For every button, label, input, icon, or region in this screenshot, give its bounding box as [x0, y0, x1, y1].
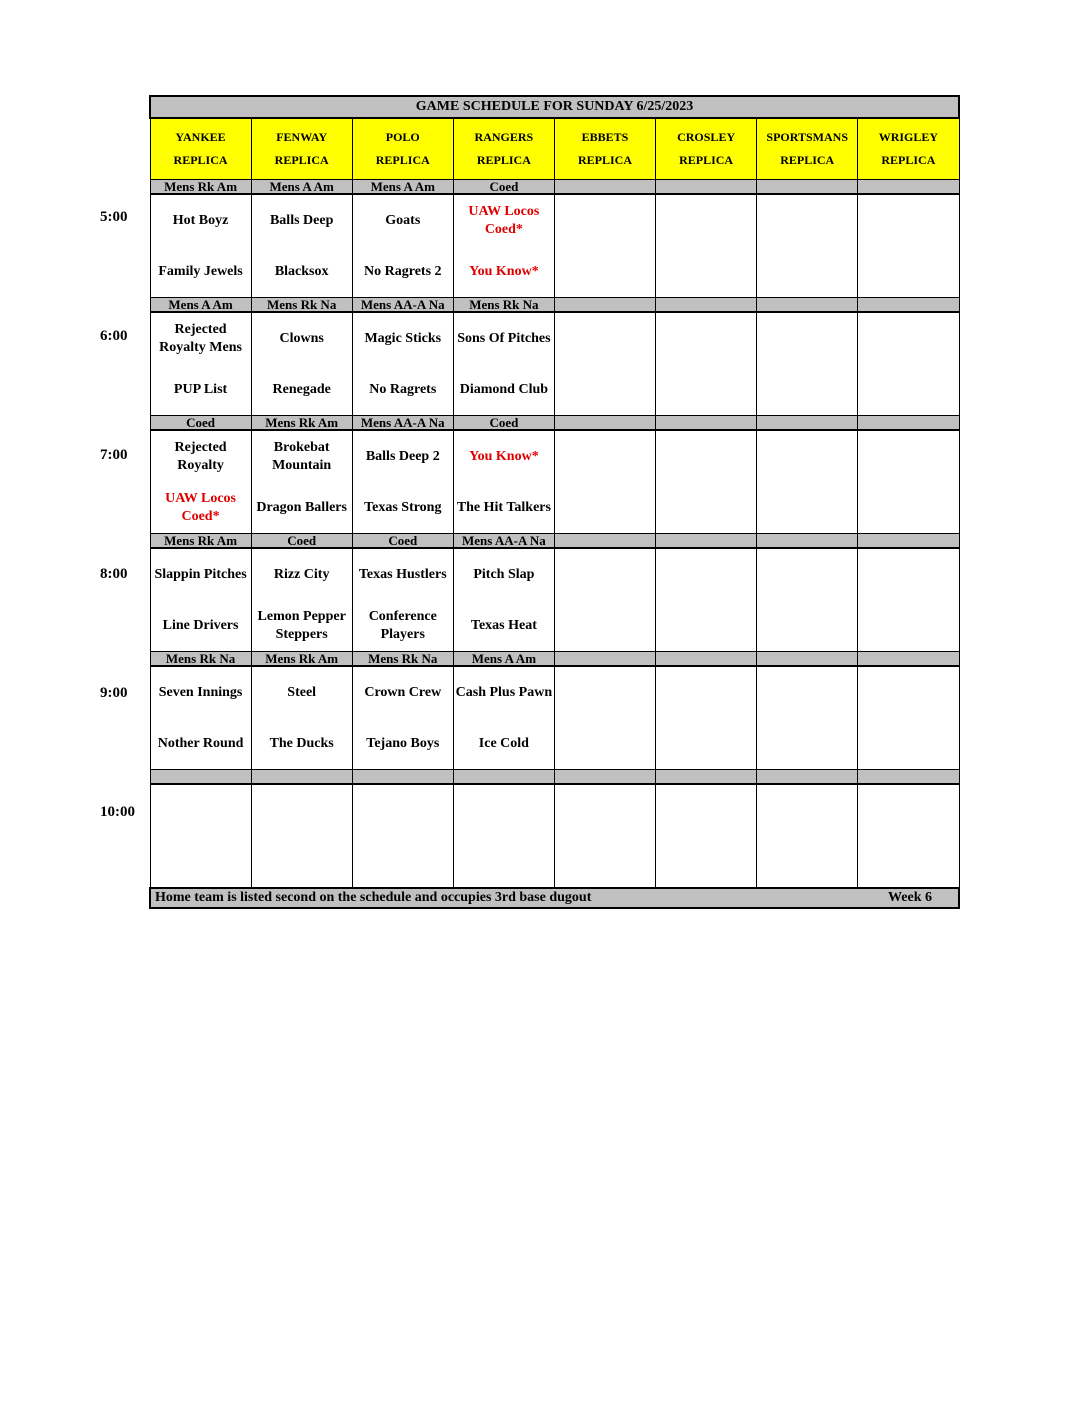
division-row [150, 416, 959, 431]
away-team-cell [554, 784, 655, 836]
away-team-cell: Sons Of Pitches [453, 312, 554, 364]
division-row [150, 534, 959, 549]
time-label: 9:00 [100, 685, 128, 701]
away-team-cell [656, 430, 757, 482]
division-row [150, 652, 959, 667]
away-team-cell: Slappin Pitches [150, 548, 251, 600]
home-team-cell: Blacksox [251, 246, 352, 298]
division-cell [757, 652, 858, 667]
division-cell [757, 416, 858, 431]
division-cell [656, 652, 757, 667]
away-team-cell: Rizz City [251, 548, 352, 600]
footer-cell [150, 888, 959, 908]
home-team-cell [656, 836, 757, 888]
division-row [150, 298, 959, 313]
division-cell [554, 298, 655, 313]
field-type: REPLICA [476, 153, 531, 167]
away-team-cell [757, 312, 858, 364]
home-team-cell: Texas Heat [453, 600, 554, 652]
field-type: REPLICA [679, 153, 734, 167]
away-team-cell: Steel [251, 666, 352, 718]
away-team-cell [453, 784, 554, 836]
home-team-cell [656, 600, 757, 652]
home-team-cell [656, 718, 757, 770]
time-label: 7:00 [100, 447, 128, 463]
field-type: REPLICA [375, 153, 430, 167]
home-team-cell: Line Drivers [150, 600, 251, 652]
division-cell [656, 180, 757, 195]
division-cell [453, 770, 554, 785]
field-name: POLO [385, 130, 420, 144]
game-row-away [150, 194, 959, 246]
away-team-cell [858, 312, 959, 364]
away-team-cell [858, 194, 959, 246]
away-team-cell [352, 784, 453, 836]
away-team-cell [757, 430, 858, 482]
home-team-cell [554, 836, 655, 888]
game-row-away [150, 430, 959, 482]
away-team-cell: Texas Hustlers [352, 548, 453, 600]
home-team-cell: Diamond Club [453, 364, 554, 416]
away-team-cell [554, 430, 655, 482]
away-team-cell [656, 548, 757, 600]
away-team-cell [656, 666, 757, 718]
home-team-cell [150, 836, 251, 888]
field-header-rangers [453, 118, 554, 180]
time-column [90, 0, 150, 1408]
home-team-cell [251, 836, 352, 888]
division-cell [656, 770, 757, 785]
division-cell: Mens Rk Na [251, 298, 352, 313]
field-header-row [150, 118, 959, 180]
home-team-cell: The Ducks [251, 718, 352, 770]
away-team-cell [251, 784, 352, 836]
division-cell [554, 180, 655, 195]
home-team-cell [858, 246, 959, 298]
division-cell: Coed [453, 416, 554, 431]
home-team-cell [858, 364, 959, 416]
division-cell [251, 770, 352, 785]
game-row-home [150, 246, 959, 298]
division-cell: Coed [352, 534, 453, 549]
home-team-cell [757, 836, 858, 888]
division-cell [757, 534, 858, 549]
away-team-cell [554, 666, 655, 718]
field-header-fenway [251, 118, 352, 180]
home-team-cell [352, 836, 453, 888]
field-name: RANGERS [474, 130, 534, 144]
field-type: REPLICA [173, 153, 228, 167]
division-cell: Mens Rk Na [453, 298, 554, 313]
game-row-away [150, 784, 959, 836]
division-cell [150, 770, 251, 785]
division-cell [757, 180, 858, 195]
home-team-cell: Ice Cold [453, 718, 554, 770]
division-cell: Mens Rk Am [150, 534, 251, 549]
home-team-cell: Nother Round [150, 718, 251, 770]
schedule-table [149, 95, 960, 909]
time-label: 10:00 [100, 804, 135, 820]
home-team-cell [757, 718, 858, 770]
away-team-cell: Brokebat Mountain [251, 430, 352, 482]
division-row [150, 180, 959, 195]
field-name: YANKEE [175, 130, 226, 144]
home-team-cell [554, 600, 655, 652]
home-team-cell [554, 718, 655, 770]
game-row-home [150, 364, 959, 416]
home-team-cell [554, 482, 655, 534]
away-team-cell [858, 666, 959, 718]
game-row-away [150, 548, 959, 600]
game-row-home [150, 482, 959, 534]
home-team-cell: No Ragrets [352, 364, 453, 416]
game-row-away [150, 312, 959, 364]
division-cell [858, 534, 959, 549]
away-team-cell [858, 784, 959, 836]
away-team-cell [858, 430, 959, 482]
home-team-cell: The Hit Talkers [453, 482, 554, 534]
away-team-cell: Pitch Slap [453, 548, 554, 600]
division-cell [757, 770, 858, 785]
away-team-cell: Goats [352, 194, 453, 246]
away-team-cell [554, 312, 655, 364]
home-team-cell [554, 364, 655, 416]
field-type: REPLICA [780, 153, 835, 167]
division-cell: Mens Rk Am [251, 416, 352, 431]
game-row-home [150, 836, 959, 888]
game-row-away [150, 666, 959, 718]
field-name: SPORTSMANS [766, 130, 848, 144]
division-cell: Mens Rk Na [150, 652, 251, 667]
away-team-cell [656, 784, 757, 836]
home-team-cell [757, 600, 858, 652]
away-team-cell: Rejected Royalty Mens [150, 312, 251, 364]
week-label: Week 6 [888, 890, 932, 905]
away-team-cell [757, 548, 858, 600]
division-cell: Mens AA-A Na [352, 298, 453, 313]
division-cell: Mens A Am [453, 652, 554, 667]
home-team-cell: Renegade [251, 364, 352, 416]
division-cell [858, 770, 959, 785]
division-cell: Coed [150, 416, 251, 431]
home-team-cell [656, 364, 757, 416]
division-cell: Mens Rk Am [150, 180, 251, 195]
home-team-cell: UAW Locos Coed* [150, 482, 251, 534]
division-cell: Mens A Am [251, 180, 352, 195]
away-team-cell [757, 194, 858, 246]
division-cell: Mens AA-A Na [352, 416, 453, 431]
division-cell [656, 298, 757, 313]
home-team-cell [554, 246, 655, 298]
division-cell [554, 534, 655, 549]
away-team-cell [554, 548, 655, 600]
home-team-cell [757, 364, 858, 416]
home-team-cell [757, 246, 858, 298]
division-cell: Mens Rk Na [352, 652, 453, 667]
away-team-cell: You Know* [453, 430, 554, 482]
away-team-cell: UAW Locos Coed* [453, 194, 554, 246]
field-header-yankee [150, 118, 251, 180]
home-team-cell: Lemon Pepper Steppers [251, 600, 352, 652]
home-team-cell [656, 482, 757, 534]
field-header-sportsmans [757, 118, 858, 180]
away-team-cell [656, 312, 757, 364]
time-label: 8:00 [100, 566, 128, 582]
field-header-wrigley [858, 118, 959, 180]
division-cell [858, 298, 959, 313]
home-team-cell: You Know* [453, 246, 554, 298]
away-team-cell: Cash Plus Pawn [453, 666, 554, 718]
away-team-cell: Balls Deep 2 [352, 430, 453, 482]
away-team-cell: Magic Sticks [352, 312, 453, 364]
field-type: REPLICA [577, 153, 632, 167]
away-team-cell: Hot Boyz [150, 194, 251, 246]
field-name: CROSLEY [677, 130, 736, 144]
division-cell: Coed [251, 534, 352, 549]
home-team-cell: PUP List [150, 364, 251, 416]
home-team-cell: Texas Strong [352, 482, 453, 534]
home-team-cell [453, 836, 554, 888]
away-team-cell: Rejected Royalty [150, 430, 251, 482]
division-cell: Mens AA-A Na [453, 534, 554, 549]
schedule-title: GAME SCHEDULE FOR SUNDAY 6/25/2023 [150, 96, 959, 118]
home-team-cell: No Ragrets 2 [352, 246, 453, 298]
away-team-cell: Balls Deep [251, 194, 352, 246]
title-row [150, 96, 959, 118]
home-team-cell [757, 482, 858, 534]
game-row-home [150, 600, 959, 652]
home-team-cell [656, 246, 757, 298]
game-row-home [150, 718, 959, 770]
field-type: REPLICA [881, 153, 936, 167]
away-team-cell [757, 784, 858, 836]
division-cell: Coed [453, 180, 554, 195]
division-cell [858, 180, 959, 195]
division-cell: Mens Rk Am [251, 652, 352, 667]
home-team-cell: Tejano Boys [352, 718, 453, 770]
field-name: EBBETS [581, 130, 629, 144]
home-team-cell [858, 718, 959, 770]
time-label: 5:00 [100, 209, 128, 225]
division-cell [656, 534, 757, 549]
division-cell [757, 298, 858, 313]
footer-row [150, 888, 959, 908]
away-team-cell: Seven Innings [150, 666, 251, 718]
division-cell [554, 770, 655, 785]
away-team-cell: Clowns [251, 312, 352, 364]
division-cell [656, 416, 757, 431]
home-team-cell: Family Jewels [150, 246, 251, 298]
field-header-ebbets [554, 118, 655, 180]
home-team-cell [858, 482, 959, 534]
home-team-cell [858, 600, 959, 652]
field-name: FENWAY [276, 130, 328, 144]
away-team-cell: Crown Crew [352, 666, 453, 718]
field-header-crosley [656, 118, 757, 180]
field-header-polo [352, 118, 453, 180]
footer-note: Home team is listed second on the schedule and occupies 3rd base dugout [155, 890, 592, 905]
home-team-cell: Conference Players [352, 600, 453, 652]
away-team-cell [757, 666, 858, 718]
field-type: REPLICA [274, 153, 329, 167]
division-cell: Mens A Am [150, 298, 251, 313]
field-name: WRIGLEY [878, 130, 939, 144]
home-team-cell [858, 836, 959, 888]
division-row [150, 770, 959, 785]
division-cell [554, 416, 655, 431]
division-cell [352, 770, 453, 785]
division-cell [858, 652, 959, 667]
division-cell: Mens A Am [352, 180, 453, 195]
away-team-cell [554, 194, 655, 246]
time-label: 6:00 [100, 328, 128, 344]
away-team-cell [656, 194, 757, 246]
division-cell [858, 416, 959, 431]
home-team-cell: Dragon Ballers [251, 482, 352, 534]
division-cell [554, 652, 655, 667]
away-team-cell [858, 548, 959, 600]
away-team-cell [150, 784, 251, 836]
